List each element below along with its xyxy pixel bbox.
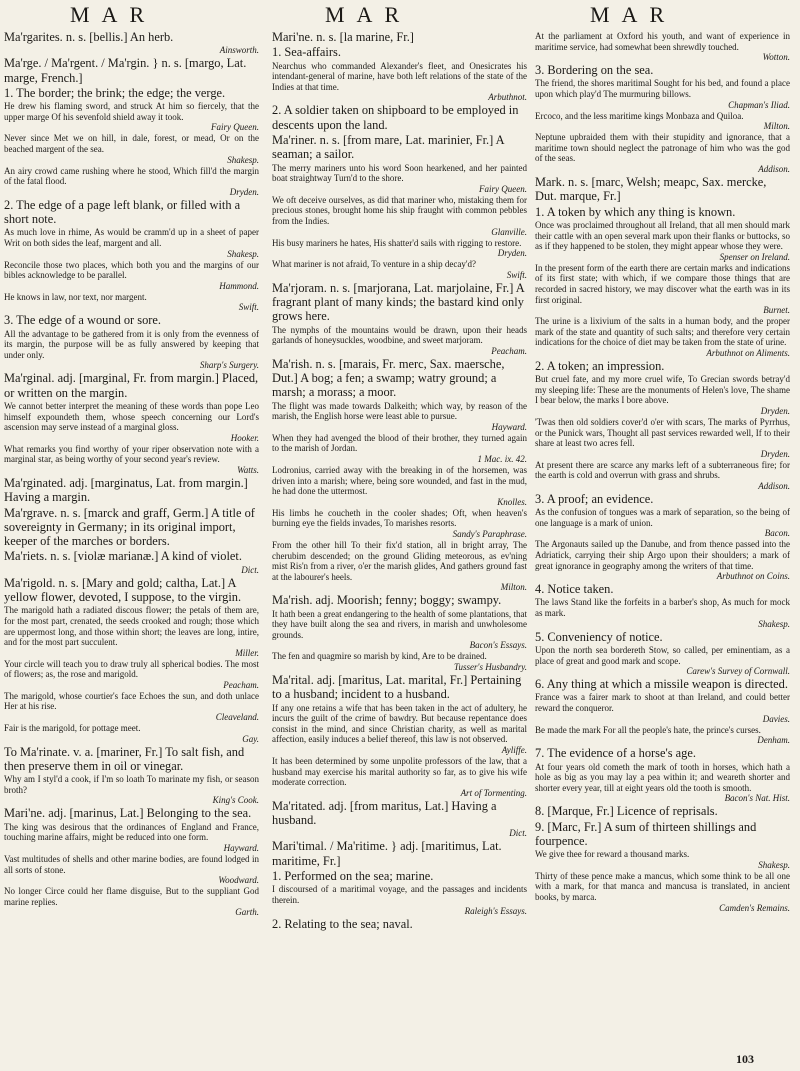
dictionary-entry bbox=[535, 871, 790, 913]
citation-source: Fairy Queen. bbox=[479, 183, 527, 194]
citation bbox=[4, 260, 259, 291]
entry-headword-definition: 1. The border; the brink; the edge; the verge. bbox=[4, 85, 226, 100]
citation bbox=[4, 401, 259, 443]
dictionary-entry bbox=[4, 659, 259, 690]
entry-headword-definition: Ma'rish. n. s. [marais, Fr. merc, Sax. maersche, Dut.] A bog; a fen; a swamp; watry ground; a marsh; a morass; a moor. bbox=[272, 356, 505, 400]
citation-source: Peacham. bbox=[491, 345, 527, 356]
entry-headword-definition: 5. Conveniency of notice. bbox=[535, 629, 663, 644]
citation-quote: But cruel fate, and my more cruel wife, To Grecian swords betray'd my sleeping life: These are the monuments of Helen's love, The shame I bear below, the marks I bore above. bbox=[535, 374, 790, 406]
citation-quote: The marigold, whose courtier's face Echoes the sun, and doth unlace Her at his rise. bbox=[4, 690, 259, 712]
dictionary-entry bbox=[4, 56, 259, 85]
citation-quote: At four years old cometh the mark of tooth in horses, which hath a hole as big as you may lay a pea within it; and weareth shorter and shorter every year, till at eight years old the tooth is smooth. bbox=[535, 761, 790, 793]
citation-quote: At the parliament at Oxford his youth, and want of experience in maritime service, had somewhat been shrewdly touched. bbox=[535, 31, 790, 52]
dictionary-entry bbox=[535, 582, 790, 628]
citation bbox=[4, 101, 259, 132]
entry-headword-definition: Ma'rgrave. n. s. [marck and graff, Germ.] A title of sovereignty in Germany; in its original import, keeper of the marches or borders. bbox=[4, 505, 255, 549]
citation-source: Dryden. bbox=[497, 248, 527, 259]
citation bbox=[535, 316, 790, 358]
entry-headword-definition: Mari'ne. adj. [marinus, Lat.] Belonging to the sea. bbox=[4, 806, 252, 821]
citation-source: 1 Mac. ix. 42. bbox=[477, 454, 527, 465]
citation-quote: Fair is the marigold, for pottage meet. bbox=[4, 723, 141, 734]
citation-source: Garth. bbox=[235, 907, 259, 918]
citation bbox=[535, 597, 790, 628]
citation-source: Swift. bbox=[506, 269, 527, 280]
citation-source: Chapman's Iliad. bbox=[728, 99, 790, 110]
citation-quote: Thirty of these pence make a mancus, which some think to be all one with a mark, for that manca and mancusa is translated, in ancient books, by marca. bbox=[535, 870, 790, 902]
dictionary-entry bbox=[272, 45, 527, 102]
citation-quote: It has been determined by some unpolite professors of the law, that a husband may exercise his marital authority so far, as to give his wife moderate correction. bbox=[272, 756, 527, 788]
citation bbox=[4, 854, 259, 885]
citation bbox=[4, 605, 259, 657]
dictionary-entry bbox=[4, 444, 259, 475]
citation-quote: He drew his flaming sword, and struck At him so fiercely, that the upper marge Of his sevenfold shield away it took. bbox=[4, 101, 259, 122]
dictionary-entry bbox=[535, 359, 790, 416]
citation-source: Arbuthnot on Aliments. bbox=[706, 347, 790, 358]
citation-source: Arbuthnot. bbox=[488, 92, 527, 103]
dictionary-entry bbox=[535, 804, 790, 818]
citation bbox=[272, 508, 527, 539]
citation-source: Dict. bbox=[509, 828, 527, 839]
citation-source: Wotton. bbox=[762, 52, 790, 63]
running-head-right: MAR bbox=[590, 2, 677, 27]
entry-headword-definition: Ma'riets. n. s. [violæ marianæ.] A kind of violet. bbox=[4, 549, 242, 564]
citation-quote: The flight was made towards Dalkeith; which way, by reason of the marish, the English horse were least able to pursue. bbox=[272, 400, 527, 422]
entry-headword-definition: Mari'timal. / Ma'ritime. } adj. [maritimus, Lat. maritime, Fr.] bbox=[272, 839, 502, 868]
citation bbox=[272, 828, 527, 838]
citation-source: Knolles. bbox=[497, 496, 527, 507]
citation-source: Sandy's Paraphrase. bbox=[452, 529, 527, 540]
citation bbox=[535, 725, 790, 746]
citation-source: Gay. bbox=[242, 733, 259, 744]
dictionary-entry bbox=[272, 103, 527, 132]
dictionary-entry bbox=[272, 540, 527, 592]
citation-quote: His limbs he coucheth in the cooler shades; Oft, when heaven's burning eye the fields invades, To marishes resorts. bbox=[272, 507, 527, 529]
citation-quote: The marigold hath a radiated discous flower; the petals of them are, for the most part, crenated, the seeds crooked and rough; those which are uppermost long, and those within short; the leaves are long, intire, and for the most part succulent. bbox=[4, 605, 259, 648]
citation-source: Dryden. bbox=[760, 448, 790, 459]
citation bbox=[535, 871, 790, 913]
dictionary-entry bbox=[4, 86, 259, 132]
citation-quote: We give thee for reward a thousand marks. bbox=[535, 849, 690, 860]
dictionary-entry bbox=[535, 539, 790, 581]
citation-quote: What mariner is not afraid, To venture in a ship decay'd? bbox=[272, 259, 477, 270]
citation-source: Spenser on Ireland. bbox=[719, 251, 790, 262]
dictionary-entry bbox=[4, 806, 259, 852]
dictionary-entry bbox=[272, 508, 527, 539]
citation bbox=[535, 762, 790, 804]
citation bbox=[4, 659, 259, 690]
citation-quote: When they had avenged the blood of their brother, they turned again to the marish of Jordan. bbox=[272, 432, 527, 454]
citation bbox=[272, 163, 527, 194]
citation bbox=[4, 292, 259, 313]
entry-headword-definition: Ma'rgarites. n. s. [bellis.] An herb. bbox=[4, 30, 174, 44]
citation bbox=[535, 263, 790, 315]
dictionary-entry bbox=[4, 691, 259, 722]
entry-headword-definition: 8. [Marque, Fr.] Licence of reprisals. bbox=[535, 804, 718, 819]
citation-quote: The urine is a lixivium of the salts in a human body, and the proper mark of the state and quantity of such salts; and therefore very certain indications for the choice of diet may be taken from the state of urine. bbox=[535, 316, 790, 348]
citation-quote: We oft deceive ourselves, as did that mariner who, mistaking them for precious stones, brought home his ship fraught with common pebbles from the Indies. bbox=[272, 194, 527, 226]
citation-source: Ainsworth. bbox=[219, 45, 259, 56]
dictionary-entry bbox=[4, 292, 259, 313]
citation-quote: No longer Circe could her flame disguise, But to the suppliant God marine replies. bbox=[4, 886, 259, 907]
dictionary-entry bbox=[535, 132, 790, 174]
citation-quote: France was a fairer mark to shoot at than Ireland, and could better reward the conqueror. bbox=[535, 692, 790, 714]
citation-quote: Once was proclaimed throughout all Ireland, that all men should mark their cattle with an open several mark upon their flanks or buttocks, so as if they happened to be stolen, they might appear whose they were. bbox=[535, 219, 790, 252]
entry-headword-definition: Mark. n. s. [marc, Welsh; meapc, Sax. mercke, Dut. marque, Fr.] bbox=[535, 175, 767, 204]
citation-source: Miller. bbox=[235, 647, 259, 658]
citation-quote: Be made the mark For all the people's hate, the prince's curses. bbox=[535, 724, 761, 735]
dictionary-entry bbox=[272, 799, 527, 839]
citation-quote: As much love in rhime, As would be cramm'd up in a sheet of paper Writ on both sides the leaf, margent and all. bbox=[4, 227, 259, 248]
citation-quote: Neptune upbraided them with their stupidity and ignorance, that a maritime town should neglect the patronage of him who was the god of the seas. bbox=[535, 132, 790, 164]
citation-source: Fairy Queen. bbox=[211, 122, 259, 133]
citation bbox=[272, 609, 527, 651]
citation-quote: The Argonauts sailed up the Danube, and from thence passed into the Adriatick, carrying their ship Argo upon their shoulders; a mark of great ignorance in geography among the writers of that time. bbox=[535, 539, 790, 571]
citation-quote: Reconcile those two places, which both you and the margins of our bibles acknowledge to be parallel. bbox=[4, 259, 259, 281]
page-number: 103 bbox=[736, 1052, 754, 1066]
citation-quote: He knows in law, nor text, nor margent. bbox=[4, 291, 147, 302]
citation bbox=[272, 238, 527, 259]
entry-headword-definition: 7. The evidence of a horse's age. bbox=[535, 746, 696, 761]
entry-headword-definition: 2. A token; an impression. bbox=[535, 358, 665, 373]
dictionary-column-3 bbox=[535, 30, 790, 1040]
citation bbox=[535, 692, 790, 723]
entry-headword-definition: Mari'ne. n. s. [la marine, Fr.] bbox=[272, 30, 414, 44]
citation-source: Denham. bbox=[757, 735, 790, 746]
citation-source: Cleaveland. bbox=[215, 712, 259, 723]
citation bbox=[535, 374, 790, 416]
dictionary-entry bbox=[4, 30, 259, 55]
entry-headword-definition: 2. The edge of a page left blank, or filled with a short note. bbox=[4, 197, 241, 227]
citation bbox=[4, 886, 259, 917]
dictionary-entry bbox=[4, 506, 259, 549]
running-head-middle: MAR bbox=[325, 2, 412, 27]
citation-source: Tusser's Husbandry. bbox=[454, 662, 527, 673]
entry-headword-definition: 4. Notice taken. bbox=[535, 582, 614, 597]
citation-source: Hayward. bbox=[491, 421, 527, 432]
citation bbox=[272, 540, 527, 592]
citation bbox=[4, 133, 259, 164]
citation-quote: In the present form of the earth there are certain marks and indications of its first state; with which, if we compare those things that are recorded in sacred history, we may discover what the earth was in its first original. bbox=[535, 262, 790, 305]
citation-quote: From the other hill To their fix'd station, all in bright array, The cherubim descended; on the ground Gliding meteorous, as ev'ning mist Ris'n from a river, o'er the marish glides, And gathers ground fast at the labourer's heels. bbox=[272, 540, 527, 582]
dictionary-entry bbox=[4, 133, 259, 164]
entry-headword-definition: Ma'rginal. adj. [marginal, Fr. from margin.] Placed, or written on the margin. bbox=[4, 371, 259, 400]
citation-quote: It hath been a great endangering to the health of some plantations, that they have built along the sea and rivers, in marish and unwholesome grounds. bbox=[272, 608, 527, 640]
citation bbox=[4, 45, 259, 55]
citation-source: Burnet. bbox=[763, 305, 790, 316]
citation bbox=[535, 111, 790, 132]
dictionary-entry bbox=[4, 313, 259, 370]
entry-headword-definition: 2. Relating to the sea; naval. bbox=[272, 916, 413, 931]
citation-quote: The merry mariners unto his word Soon hearkened, and her painted boat straightway Turn'd to the shore. bbox=[272, 162, 527, 184]
citation-quote: His busy mariners he hates, His shatter'd sails with rigging to restore. bbox=[272, 237, 522, 248]
citation-quote: Why am I styl'd a cook, if I'm so loath To marinate my fish, or season broth? bbox=[4, 774, 259, 795]
citation-source: Camden's Remains. bbox=[719, 902, 790, 913]
citation bbox=[272, 884, 527, 915]
citation-source: Bacon. bbox=[764, 528, 790, 539]
citation-source: Raleigh's Essays. bbox=[464, 905, 527, 916]
entry-headword-definition: Ma'rital. adj. [maritus, Lat. marital, Fr.] Pertaining to a husband; incident to a husband. bbox=[272, 673, 522, 702]
entry-headword-definition: Ma'rigold. n. s. [Mary and gold; caltha, Lat.] A yellow flower, devoted, I suppose, to the virgin. bbox=[4, 575, 242, 605]
entry-headword-definition: To Ma'rinate. v. a. [mariner, Fr.] To salt fish, and then preserve them in oil or vinegar. bbox=[4, 744, 245, 773]
dictionary-entry bbox=[4, 260, 259, 291]
citation-source: Woodward. bbox=[218, 875, 259, 886]
entry-headword-definition: Ma'rish. adj. Moorish; fenny; boggy; swampy. bbox=[272, 593, 502, 608]
dictionary-entry bbox=[272, 238, 527, 259]
entry-headword-definition: 1. Performed on the sea; marine. bbox=[272, 869, 434, 884]
citation bbox=[535, 132, 790, 174]
citation-source: Bacon's Essays. bbox=[469, 640, 527, 651]
citation bbox=[4, 166, 259, 197]
entry-headword-definition: 3. Bordering on the sea. bbox=[535, 63, 654, 78]
citation-source: Hayward. bbox=[223, 842, 259, 853]
entry-headword-definition: 3. The edge of a wound or sore. bbox=[4, 313, 162, 328]
entry-headword-definition: Ma'rge. / Ma'rgent. / Ma'rgin. } n. s. [margo, Lat. marge, French.] bbox=[4, 56, 247, 85]
citation bbox=[535, 417, 790, 459]
citation bbox=[535, 507, 790, 538]
citation bbox=[535, 849, 790, 870]
dictionary-entry bbox=[272, 756, 527, 798]
citation-quote: Vast multitudes of shells and other marine bodies, are found lodged in all sorts of stone. bbox=[4, 853, 259, 875]
dictionary-entry bbox=[272, 30, 527, 44]
dictionary-entry bbox=[535, 725, 790, 746]
citation-quote: An airy crowd came rushing where he stood, Which fill'd the margin of the fatal flood. bbox=[4, 165, 259, 187]
dictionary-entry bbox=[272, 433, 527, 464]
dictionary-entry bbox=[535, 31, 790, 62]
dictionary-entry bbox=[272, 133, 527, 194]
citation-quote: The laws Stand like the forfeits in a barber's shop, As much for mock as mark. bbox=[535, 597, 790, 619]
citation bbox=[4, 565, 259, 575]
citation bbox=[4, 774, 259, 805]
entry-headword-definition: 6. Any thing at which a missile weapon is directed. bbox=[535, 677, 788, 692]
citation-quote: All the advantage to be gathered from it is only from the evenness of its margin, the purpose will be as fully answered by keeping that under only. bbox=[4, 328, 259, 360]
dictionary-entry bbox=[272, 673, 527, 755]
citation-quote: Ercoco, and the less maritime kings Monbaza and Quiloa. bbox=[535, 110, 744, 121]
dictionary-entry bbox=[4, 723, 259, 744]
dictionary-entry bbox=[535, 460, 790, 491]
dictionary-entry bbox=[4, 854, 259, 885]
citation-source: Shakesp. bbox=[227, 154, 259, 165]
citation bbox=[4, 444, 259, 475]
citation-quote: Your circle will teach you to draw truly all spherical bodies. The most of flowers; as, the rose and marigold. bbox=[4, 658, 259, 680]
citation-quote: As the confusion of tongues was a mark of separation, so the being of one language is a mark of union. bbox=[535, 507, 790, 528]
dictionary-entry bbox=[272, 259, 527, 280]
dictionary-entry bbox=[4, 549, 259, 574]
entry-headword-definition: Ma'rjoram. n. s. [marjorana, Lat. marjolaine, Fr.] A fragrant plant of many kinds; the bastard kind only grows here. bbox=[272, 280, 525, 324]
citation-source: Dict. bbox=[241, 564, 259, 575]
entry-headword-definition: 1. Sea-affairs. bbox=[272, 45, 341, 60]
citation-source: Carew's Survey of Cornwall. bbox=[686, 666, 790, 677]
dictionary-entry bbox=[272, 869, 527, 915]
citation bbox=[272, 651, 527, 672]
citation bbox=[272, 325, 527, 356]
citation-quote: If any one retains a wife that has been taken in the act of adultery, he incurs the guilt of the crime of bawdry. But because repentance does consist in the mind, and since Christian charity, as well as marital affection, easily induces a belief thereof, this law is not observed. bbox=[272, 702, 527, 745]
citation-source: Art of Tormenting. bbox=[460, 787, 527, 798]
dictionary-entry bbox=[535, 63, 790, 109]
citation-quote: Lodronius, carried away with the breaking in of the horsemen, was driven into a marish; where, being sore wounded, and fast in the mud, he had done the uttermost. bbox=[272, 465, 527, 497]
citation-quote: The nymphs of the mountains would be drawn, upon their heads garlands of honeysuckles, woodbine, and sweet marjoram. bbox=[272, 324, 527, 346]
citation bbox=[535, 31, 790, 62]
dictionary-entry bbox=[272, 917, 527, 931]
dictionary-entry bbox=[4, 166, 259, 197]
citation bbox=[272, 433, 527, 464]
entry-headword-definition: 1. A token by which any thing is known. bbox=[535, 204, 736, 219]
dictionary-entry bbox=[272, 465, 527, 507]
citation-source: Peacham. bbox=[223, 679, 259, 690]
citation-source: Dryden. bbox=[760, 405, 790, 416]
citation bbox=[272, 703, 527, 755]
citation-source: Bacon's Nat. Hist. bbox=[724, 793, 790, 804]
dictionary-entry bbox=[535, 175, 790, 204]
citation-source: Hooker. bbox=[230, 432, 259, 443]
citation-quote: The king was desirous that the ordinances of England and France, touching marine affairs, might be reduced into one form. bbox=[4, 821, 259, 843]
dictionary-entry bbox=[4, 576, 259, 658]
citation bbox=[4, 723, 259, 744]
running-head-left: MAR bbox=[70, 2, 157, 27]
citation bbox=[272, 61, 527, 103]
citation-source: King's Cook. bbox=[212, 795, 259, 806]
citation bbox=[272, 465, 527, 507]
dictionary-entry bbox=[4, 745, 259, 806]
dictionary-entry bbox=[272, 195, 527, 237]
citation-source: Ayliffe. bbox=[501, 745, 527, 756]
citation-quote: Upon the north sea bordereth Stow, so called, per eminentiam, as a place of great and good mark and scope. bbox=[535, 644, 790, 666]
dictionary-entry bbox=[535, 630, 790, 676]
dictionary-entry bbox=[535, 263, 790, 315]
citation-source: Watts. bbox=[237, 464, 259, 475]
citation-source: Hammond. bbox=[219, 280, 259, 291]
dictionary-entry bbox=[272, 357, 527, 432]
entry-headword-definition: Ma'riner. n. s. [from mare, Lat. marinier, Fr.] A seaman; a sailor. bbox=[272, 132, 504, 162]
citation bbox=[4, 822, 259, 853]
citation-quote: Nearchus who commanded Alexander's fleet, and Onesicrates his intendant-general of marine, have both left relations of the state of the Indies at that time. bbox=[272, 60, 527, 92]
citation-quote: Never since Met we on hill, in dale, forest, or mead, Or on the beached margent of the sea. bbox=[4, 133, 259, 154]
dictionary-entry bbox=[4, 476, 259, 505]
dictionary-entry bbox=[272, 593, 527, 650]
citation-quote: We cannot better interpret the meaning of these words than pope Leo himself expoundeth them, whose speech concerning our Lord's ascension may serve instead of a marginal gloss. bbox=[4, 400, 259, 433]
dictionary-entry bbox=[535, 205, 790, 262]
citation-source: Milton. bbox=[500, 582, 527, 593]
citation bbox=[535, 539, 790, 581]
entry-headword-definition: 3. A proof; an evidence. bbox=[535, 491, 654, 506]
citation-quote: The friend, the shores maritimal Sought for his bed, and found a place upon which play'd The murmuring billows. bbox=[535, 78, 790, 100]
citation-source: Addison. bbox=[758, 164, 790, 175]
dictionary-entry bbox=[4, 371, 259, 442]
citation-source: Arbuthnot on Coins. bbox=[716, 571, 790, 582]
citation bbox=[272, 401, 527, 432]
citation-quote: The fen and quagmire so marish by kind, Are to be drained. bbox=[272, 651, 487, 662]
citation-source: Davies. bbox=[762, 713, 790, 724]
citation-source: Swift. bbox=[238, 302, 259, 313]
dictionary-entry bbox=[535, 111, 790, 132]
dictionary-entry bbox=[4, 198, 259, 259]
entry-headword-definition: Ma'ritated. adj. [from maritus, Lat.] Having a husband. bbox=[272, 798, 497, 828]
citation bbox=[535, 78, 790, 109]
citation bbox=[4, 691, 259, 722]
citation-source: Shakesp. bbox=[758, 618, 790, 629]
dictionary-entry bbox=[535, 746, 790, 803]
citation-source: Glanville. bbox=[491, 226, 527, 237]
dictionary-entry bbox=[535, 492, 790, 538]
dictionary-entry bbox=[4, 886, 259, 917]
citation bbox=[535, 220, 790, 262]
dictionary-entry bbox=[535, 820, 790, 870]
dictionary-column-1 bbox=[4, 30, 259, 1040]
citation bbox=[4, 227, 259, 258]
entry-headword-definition: 2. A soldier taken on shipboard to be employed in descents upon the land. bbox=[272, 103, 519, 132]
citation-quote: I discoursed of a maritimal voyage, and the passages and incidents therein. bbox=[272, 884, 527, 905]
dictionary-entry bbox=[535, 677, 790, 723]
dictionary-entry bbox=[535, 417, 790, 459]
dictionary-entry bbox=[272, 281, 527, 356]
entry-headword-definition: 9. [Marc, Fr.] A sum of thirteen shillings and fourpence. bbox=[535, 819, 757, 848]
citation bbox=[272, 259, 527, 280]
citation-quote: 'Twas then old soldiers cover'd o'er with scars, The marks of Pyrrhus, or the Punick wars, Thought all past services rewarded well, If to their share at least two acres fell. bbox=[535, 416, 790, 449]
citation-source: Addison. bbox=[758, 480, 790, 491]
entry-headword-definition: Ma'rginated. adj. [marginatus, Lat. from margin.] Having a margin. bbox=[4, 475, 248, 505]
citation-source: Shakesp. bbox=[227, 248, 259, 259]
citation bbox=[535, 460, 790, 491]
citation bbox=[272, 756, 527, 798]
citation bbox=[4, 329, 259, 371]
dictionary-entry bbox=[272, 651, 527, 672]
citation-source: Milton. bbox=[763, 121, 790, 132]
citation-quote: What remarks you find worthy of your riper observation note with a marginal star, as being worthy of your second year's review. bbox=[4, 443, 259, 465]
citation bbox=[535, 645, 790, 676]
dictionary-entry bbox=[535, 316, 790, 358]
citation-quote: At present there are scarce any marks left of a subterraneous fire; for the earth is cold and overrun with grass and shrubs. bbox=[535, 459, 790, 481]
citation-source: Dryden. bbox=[229, 186, 259, 197]
citation-source: Sharp's Surgery. bbox=[199, 360, 259, 371]
citation-source: Shakesp. bbox=[758, 859, 790, 870]
dictionary-column-2 bbox=[272, 30, 527, 1040]
dictionary-entry bbox=[272, 839, 527, 868]
citation bbox=[272, 195, 527, 237]
